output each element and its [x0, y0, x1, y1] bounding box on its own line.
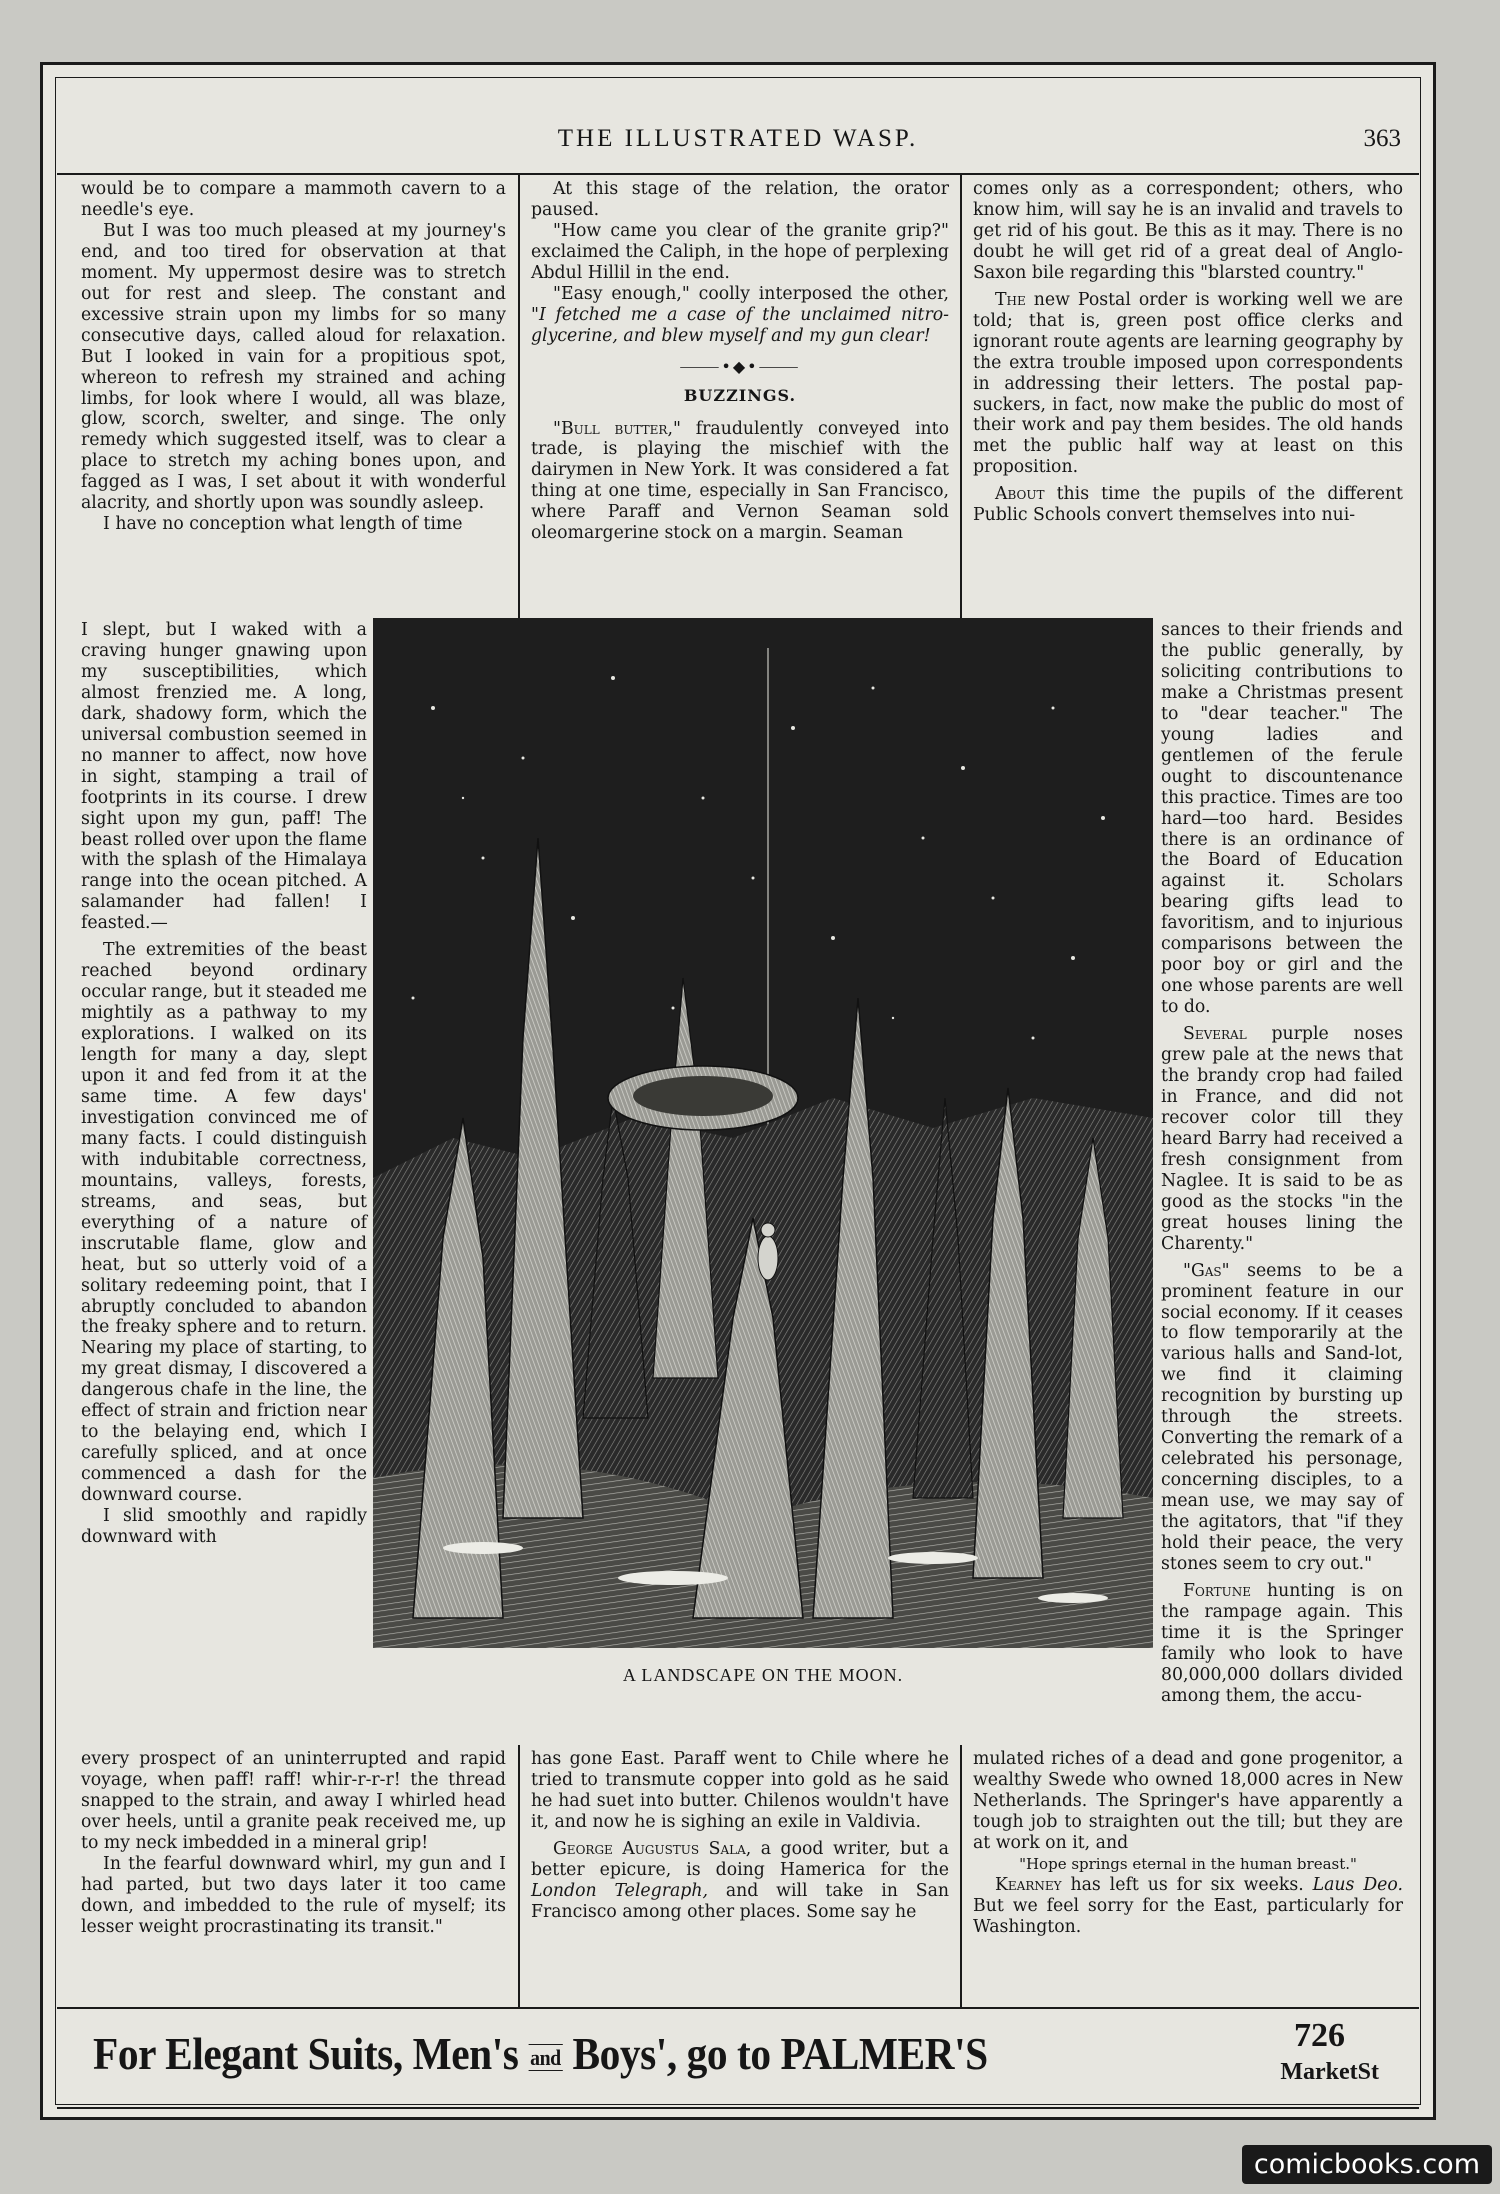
- paragraph: Kearney has left us for six weeks. Laus Deo. But we feel sorry for the East, particularly for Washington.: [973, 1874, 1403, 1937]
- paragraph: The new Postal order is working well we are told; that is, green post office clerks and ignorant route agents are learning geography by the extra trouble imposed upon correspondents in addressing their letters. The postal pap-suckers, in fact, now make the public do most of their work and pay them besides. The old hands met the public half way at least on this proposition.: [973, 289, 1403, 478]
- paragraph: would be to compare a mammoth cavern to a needle's eye.: [81, 179, 506, 220]
- paragraph: "Gas" seems to be a prominent feature in our social economy. If it ceases to flow temporarily at the various halls and Sand-lot, we find it claiming recognition by bursting up through the streets. Converting the remark of a celebrated his personage, concerning disciples, to a mean use, we may say of the agitators, that "if they hold their peace, the very stones seem to cry out.": [1161, 1260, 1404, 1574]
- paragraph: About this time the pupils of the different Public Schools convert themselves into nui-: [973, 484, 1403, 526]
- paragraph: I slid smoothly and rapidly downward with: [81, 1506, 367, 1547]
- paragraph: I have no conception what length of time: [103, 514, 463, 535]
- ad-street-name: MarketSt: [1280, 2059, 1379, 2085]
- paragraph: In the fearful downward whirl, my gun and I had parted, but two days later it too came down, and imbedded to the rule of myself; its lesser weight procrastinating its transit.": [81, 1853, 506, 1937]
- left-column-top: [81, 179, 506, 535]
- masthead: [57, 111, 1419, 175]
- climbing-figure: [758, 1223, 778, 1280]
- page-number: 363: [1363, 125, 1401, 152]
- paragraph: "How came you clear of the granite grip?" exclaimed the Caliph, in the hope of perplexing Abdul Hillil in the end.: [531, 220, 949, 283]
- paragraph: But I was too much pleased at my journey's end, and too tired for observation at that moment. My uppermost desire was to stretch out for rest and sleep. The constant and excessive strain upon my limbs for so many consecutive days, called aloud for relaxation. But I looked in vain for a propitious spot, whereon to refresh my strained and aching limbs, for look where I would, all was blaze, glow, scorch, swelter, and singe. The only remedy which suggested itself, was to clear a place to stretch my aching bones upon, and fagged as I was, I set about it with wonderful alacrity, and shortly upon was soundly asleep.: [81, 220, 506, 514]
- ad-headline: For Elegant Suits, Men's and Boys', go to PALMER'S: [93, 2028, 988, 2079]
- paragraph: "Bull butter," fraudulently conveyed into trade, is playing the mischief with the dairymen in New York. It was considered a fat thing at one time, especially in San Francisco, where Paraff and Vernon Seaman sold oleomargerine stock on a margin. Seaman: [531, 418, 950, 544]
- paragraph: I slept, but I waked with a craving hunger gnawing upon my susceptibilities, which almost frenzied me. A long, dark, shadowy form, which the universal combustion seemed in no manner to affect, now hove in sight, stamping a trail of footprints in its course. I drew sight upon my gun, paff! The beast rolled over upon the flame with the splash of the Himalaya range into the ocean pitched. A salamander had fallen! I feasted.—: [81, 620, 367, 934]
- moon-landscape-engraving: [373, 618, 1153, 1648]
- middle-column-top: [531, 179, 949, 544]
- paragraph: mulated riches of a dead and gone progenitor, a wealthy Swede who owned 18,000 acres in New Netherlands. The Springer's have apparently a tough job to straighten out the till; but they are at work on it, and: [973, 1749, 1403, 1853]
- paragraph: comes only as a correspondent; others, who know him, will say he is an invalid and travels to get rid of his gout. Be this as it may. There is no doubt he will get rid of a great deal of Anglo-Saxon bile regarding this "blarsted country.": [973, 179, 1403, 283]
- column-rule-left-bottom: [518, 1745, 520, 2007]
- ornament-divider: ⸻•◆•⸻: [679, 356, 801, 376]
- paragraph: At this stage of the relation, the orator paused.: [531, 179, 949, 220]
- left-column-bottom: [81, 1749, 506, 1938]
- quotation: "Hope springs eternal in the human breast.": [1019, 1854, 1357, 1873]
- column-rule-right-bottom: [960, 1745, 962, 2007]
- paragraph: The extremities of the beast reached beyond ordinary occular range, but it steaded me mightily as a pathway to my explorations. I walked on its length for many a day, slept upon it and fed from it at the same time. A few days' investigation convinced me of many facts. I could distinguish with indubitable correctness, mountains, valleys, forests, streams, and seas, but everything of a nature of inscrutable flame, glow and heat, but so utterly void of a solitary redeeming point, that I abruptly concluded to abandon the freaky sphere and to return. Nearing my place of starting, to my great dismay, I discovered a dangerous chafe in the line, the effect of strain and friction near to the belaying end, which I carefully spliced, and at once commenced a dash for the downward course.: [81, 940, 367, 1506]
- left-column-narrow: [81, 620, 367, 1548]
- crater-basin: [633, 1076, 773, 1116]
- paragraph: George Augustus Sala, a good writer, but a better epicure, is doing Hamerica for the London Telegraph, and will take in San Francisco among other places. Some say he: [531, 1838, 949, 1922]
- ad-and-word: and: [530, 2045, 561, 2071]
- engraving-art: [373, 618, 1153, 1648]
- advertisement-banner: [57, 2007, 1419, 2109]
- column-rule-left: [518, 175, 520, 625]
- column-rule-right: [960, 175, 962, 625]
- right-column-bottom: [973, 1749, 1403, 1938]
- right-column-narrow: [1161, 620, 1403, 1707]
- paragraph: every prospect of an uninterrupted and rapid voyage, when paff! raff! whir-r-r-r! the thread snapped to the strain, and away I whirled head over heels, until a granite peak received me, up to my neck imbedded in a mineral grip!: [81, 1749, 506, 1853]
- ad-street-number: 726: [1294, 2017, 1345, 2054]
- paragraph: "Easy enough," coolly interposed the other, "I fetched me a case of the unclaimed nitro-glycerine, and blew myself and my gun clear!: [531, 283, 949, 346]
- paragraph: has gone East. Paraff went to Chile where he tried to transmute copper into gold as he said he had suet into butter. Chilenos wouldn't have it, and now he is sighing an exile in Valdivia.: [531, 1749, 949, 1832]
- paragraph: sances to their friends and the public generally, by soliciting contributions to make a Christmas present to "dear teacher." The young ladies and gentlemen of the ferule ought to discountenance this practice. Times are too hard—too hard. Besides there is an ordinance of the Board of Education against it. Scholars bearing gifts lead to favoritism, and to injurious comparisons between the poor boy or girl and the one whose parents are well to do.: [1161, 620, 1403, 1018]
- newspaper-page: [40, 62, 1436, 2120]
- paragraph: Several purple noses grew pale at the news that the brandy crop had failed in France, and did not recover color till they heard Barry had received a fresh consignment from Naglee. It is said to be as good as the stocks "in the great houses lining the Charenty.": [1161, 1024, 1403, 1254]
- masthead-title: THE ILLUSTRATED WASP.: [557, 125, 919, 152]
- right-column-top: [973, 179, 1403, 526]
- section-heading-buzzings: BUZZINGS.: [683, 385, 797, 405]
- middle-column-bottom: [531, 1749, 949, 1923]
- paragraph: Fortune hunting is on the rampage again. This time it is the Springer family who look to have 80,000,000 dollars divided among them, the accu-: [1161, 1580, 1403, 1706]
- illustration-caption: A LANDSCAPE ON THE MOON.: [622, 1665, 904, 1685]
- site-watermark: comicbooks.com: [1242, 2145, 1492, 2184]
